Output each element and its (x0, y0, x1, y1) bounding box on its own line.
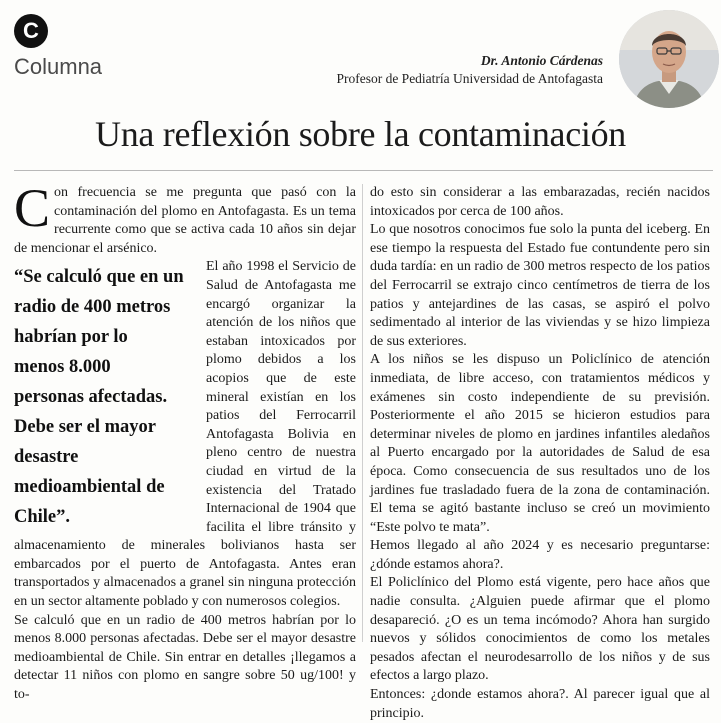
left-column (14, 178, 356, 705)
paragraph-continuation: do esto sin considerar a las embarazadas, recién nacidos intoxicados por cerca de 100 años. (370, 185, 710, 219)
drop-cap: C (14, 178, 51, 238)
paragraph-400m: Se calculó que en un radio de 400 metros habrían por lo menos 8.000 personas afectadas. Debe ser el mayor desastre medioambiental de Chile. Sin entrar en detalles ¡llegamos a detectar 11 niños con plomo en sangre sobre 50 ug/100! y to- (14, 612, 356, 703)
author-name: Dr. Antonio Cárdenas (480, 53, 603, 68)
paragraph-vigente: El Policlínico del Plomo está vigente, pero hace años que nadie consulta. ¿Alguien puede afirmar que el plomo desapareció. ¿O es un tema incómodo? Ahora han surgido nuevos y sólidos conocimientos de como los metales pesados afectan el neurodesarrollo de los niños y de sus efectos a largo plazo. (370, 575, 710, 684)
pull-quote-line: “Se calculó que en un (14, 267, 184, 288)
intro-text: on frecuencia se me pregunta que pasó con la contaminación del plomo en Antofagasta. Es un tema recurrente como que se activa cada 10 años sin dejar de mencionar el arsénico. (14, 185, 356, 256)
pull-quote-line: radio de 400 metros (14, 297, 171, 318)
author-photo (619, 10, 719, 108)
pull-quote-line: personas afectadas. (14, 387, 168, 408)
right-column (370, 184, 710, 723)
headline-divider (14, 170, 713, 171)
column-badge: C (14, 14, 48, 48)
paragraph-1998 (14, 258, 356, 611)
pull-quote-line: menos 8.000 (14, 357, 111, 378)
pull-quote-line: habrían por lo (14, 327, 128, 348)
pull-quote-line: desastre (14, 447, 79, 468)
pull-quote-line: Debe ser el mayor (14, 417, 156, 438)
paragraph-intro (14, 178, 356, 258)
paragraph-iceberg: Lo que nosotros conocimos fue solo la punta del iceberg. En ese tiempo la respuesta del Estado fue contundente pero sin duda tardía: en un radio de 300 metros respecto de los patios del Ferrocarril se extrajo cinco centímetros de tierra de los patios y antejardines de las casas, se aspiró el polvo sedimentado al interior de las viviendas y se hizo limpieza de sus exteriores. (370, 222, 710, 349)
paragraph-2024: Hemos llegado al año 2024 y es necesario preguntarse: ¿dónde estamos ahora?. (370, 538, 710, 572)
section-label: Columna (14, 54, 103, 79)
column-divider (362, 184, 363, 642)
paragraph-1998-text: El año 1998 el Servicio de Salud de Antofagasta me encargó organizar la atención de los niños que estaban intoxicados por plomo debidos a los acopios que de este mineral existían en los patios del Ferrocarril Antofagasta Bolivia en pleno centro de nuestra ciudad en virtud de la existencia del Tratado Internacional de 1904 que facilita el libre tránsito y almacenamiento de minerales bolivianos hasta ser embarcados por el puerto de Antofagasta. Antes eran transportados y almacenados a granel sin ninguna protección en un sector altamente poblado y con numerosos colegios. (14, 259, 356, 610)
pull-quote-line: Chile”. (14, 507, 71, 528)
author-byline (336, 52, 603, 88)
pull-quote-line: medioambiental de (14, 477, 165, 498)
article-headline: Una reflexión sobre la contaminación (95, 114, 626, 154)
paragraph-policlinico: A los niños se les dispuso un Policlínico de atención inmediata, de libre acceso, con tratamientos médicos y exámenes sin costo independiente de su previsión. Posteriormente el año 2015 se hicieron estudios para determinar niveles de plomo en jardines infantiles aledaños al Puerto encargado por la autoridades de Salud de esa época. Como consecuencia de sus resultados uno de los jardines fue trasladado fuera de la zona de contaminación. El tema se agitó bastante incluso se creó un movimiento “Este polvo te mata”. (370, 352, 710, 535)
author-title: Profesor de Pediatría Universidad de Antofagasta (336, 71, 603, 86)
paragraph-conclusion: Entonces: ¿donde estamos ahora?. Al parecer igual que al principio. (370, 687, 710, 721)
pull-quote (14, 262, 190, 532)
